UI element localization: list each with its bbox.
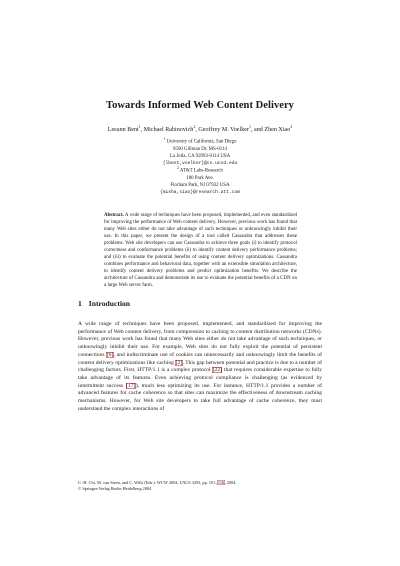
affil-line: 9500 Gillman Dr. MS-0114: [173, 146, 227, 152]
abstract-label: Abstract.: [104, 213, 124, 218]
body-text: . This gap between potential and practice is due to a number of challenging factors. First, HTTP/1.1 is a complex protocol: [78, 359, 323, 374]
footnote: [78, 480, 322, 492]
footnote-text: , 2004.: [224, 480, 237, 485]
citation-link[interactable]: [17]: [126, 382, 136, 389]
body-text: , and indiscriminate use of cookies can unnecessarily and unknowingly limit the benefits of content delivery optimizations like caching: [78, 351, 322, 366]
citation-link[interactable]: [6]: [106, 351, 114, 358]
body-paragraph: [78, 321, 322, 414]
body-text: A wide range of techniques have been proposed, implemented, and standardized for improving the performance of Web content delivery, from compression to caching to content distribution networks (CDNs). However, previous work has found that many Web sites either do not take advantage of such techniques, or unknowingly inhibit their use. For example, Web sites do not fully exploit the potential of persistent connections: [78, 321, 322, 358]
author-affil-mark: 1: [138, 124, 141, 129]
citation-link[interactable]: [22]: [212, 367, 222, 374]
affil-line: University of California, San Diego: [166, 139, 237, 145]
paper-title: Towards Informed Web Content Delivery: [106, 100, 294, 111]
body-text: that requires considerable expertise to fully take advantage of its features. Even achieving protocol compliance is challenging (as evidenced by intermittent success: [78, 367, 322, 389]
affil-line: La Jolla, CA 92093-0114 USA: [169, 153, 231, 159]
footnote-text: C.-H. Chi, M. van Steen, and C. Wills (Eds.): WCW 2004, LNCS 3293, pp. 101–: [78, 480, 218, 485]
affil-line: 180 Park Ave.: [186, 175, 214, 181]
section-heading: [78, 299, 130, 308]
body-text: ), much less optimizing its use. For instance, HTTP/1.1 provides a number of advanced features for cache coherence so that sites can maximize the effectiveness of downstream caching mechanisms. However, for Web site developers to take full advantage of cache coherence, they must understand the complex interactions of: [78, 382, 323, 412]
citation-link[interactable]: [2]: [175, 359, 183, 366]
author-name: Zhen Xiao: [264, 127, 291, 134]
affil-mark: 1: [163, 137, 166, 141]
page-link[interactable]: 116: [217, 480, 225, 485]
author-name: Leeann Bent: [107, 127, 139, 134]
affil-line: Florham Park, NJ 07932 USA: [170, 182, 230, 188]
affil-email: {misha,xiao}@research.att.com: [160, 189, 240, 195]
affil-mark: 2: [177, 166, 179, 170]
author-list: Leeann Bent$^1$, Michael Rabinovich$^2$, Geoffrey M. Voelker$^1$, and Zhen Xiao$^2$: [107, 124, 293, 134]
section-number: 1: [78, 299, 82, 308]
abstract-text: A wide range of techniques have been proposed, implemented, and even standardized for improving the performance of Web content delivery. However, previous work has found that many Web sites either do not take advantage of such techniques or unknowingly inhibit their use. In this paper, we present the design of a tool called Cassandra that addresses these problems. Web site developers can use Cassandra to achieve three goals (i) to identify protocol correctness and conformance problems (ii) to identify content delivery performance problems; and (iii) to evaluate the potential benefits of using content delivery optimizations. Cassandra combines performance and behavioral data, together with an extensible simulation architecture, to identify content delivery problems and predict optimization benefits. We describe the architecture of Cassandra and demonstrate its use to evaluate the potential benefits of a CDN on a large Web server farm.: [104, 213, 297, 289]
affil-email: {lbent,voelker}@cs.ucsd.edu: [162, 160, 238, 166]
affil-line: AT&T Labs-Research: [179, 168, 223, 174]
author-affil-mark: 2: [193, 124, 196, 129]
affiliation-2: [0, 165, 400, 196]
section-title: Introduction: [88, 299, 131, 308]
abstract: [104, 212, 297, 290]
footnote-line-2: © Springer-Verlag Berlin Heidelberg 2004: [78, 486, 152, 491]
author-name: Geoffrey M. Voelker: [198, 127, 249, 134]
author-name: Michael Rabinovich: [143, 127, 194, 134]
affiliation-1: [0, 136, 400, 167]
author-affil-mark: 1: [249, 124, 251, 129]
author-affil-mark: 2: [290, 124, 293, 129]
